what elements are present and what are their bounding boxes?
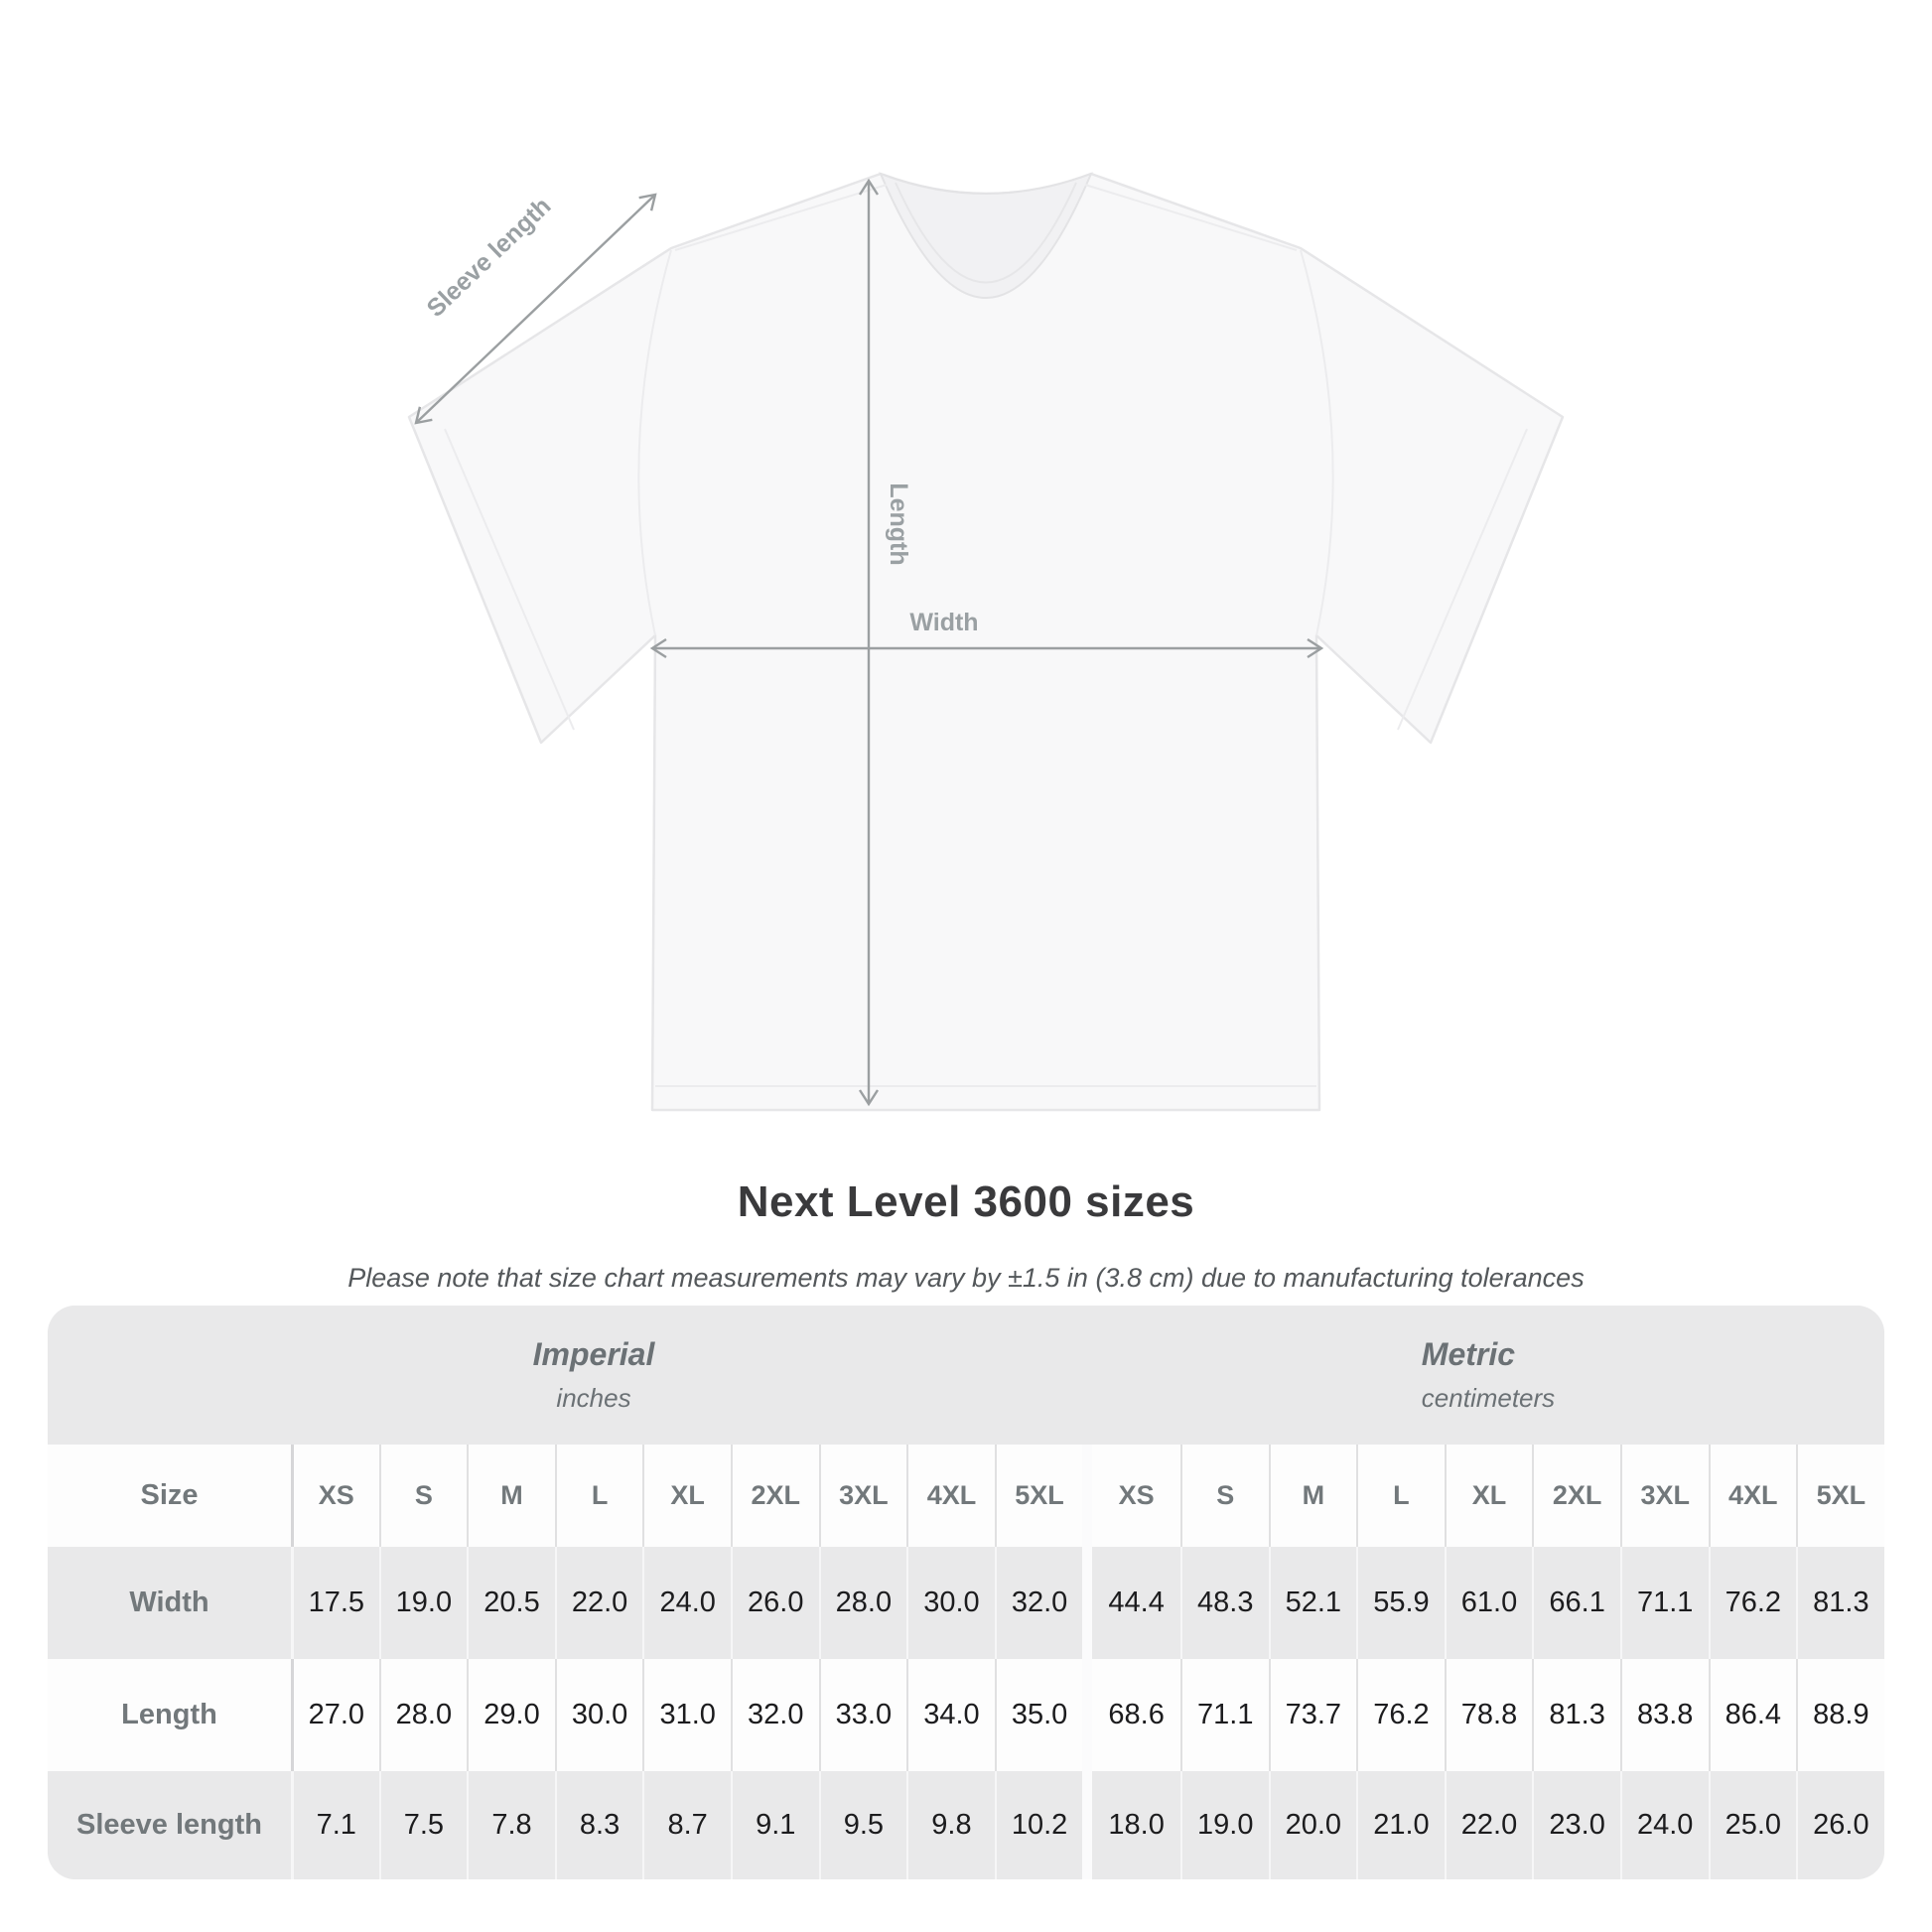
width-metric-1: 48.3 <box>1180 1547 1269 1659</box>
sleeve-length-metric-0: 18.0 <box>1108 1809 1165 1841</box>
size-header-imperial-1: S <box>379 1445 468 1547</box>
sleeve-length-metric-4: 22.0 <box>1445 1771 1533 1879</box>
imperial-unit-label: inches <box>556 1383 631 1413</box>
length-metric-4: 78.8 <box>1445 1659 1533 1771</box>
sleeve-length-row <box>48 1771 1884 1879</box>
size-header-metric-7: 4XL <box>1709 1445 1797 1547</box>
length-imperial-1: 28.0 <box>379 1659 468 1771</box>
width-imperial-7: 30.0 <box>906 1547 995 1659</box>
size-header-metric-0: XS <box>1118 1480 1155 1510</box>
sleeve-length-metric-1: 19.0 <box>1180 1771 1269 1879</box>
group-spacer <box>1082 1445 1092 1547</box>
size-header-metric-8: 5XL <box>1796 1445 1884 1547</box>
length-metric-1: 71.1 <box>1180 1659 1269 1771</box>
sleeve-length-imperial-4: 8.7 <box>642 1771 731 1879</box>
length-row <box>48 1659 1884 1771</box>
length-metric-6: 83.8 <box>1620 1659 1709 1771</box>
length-imperial-6: 33.0 <box>819 1659 907 1771</box>
length-imperial-5: 32.0 <box>731 1659 819 1771</box>
width-metric-5: 66.1 <box>1532 1547 1620 1659</box>
width-label: Width <box>129 1587 209 1618</box>
sleeve-length-label: Sleeve length <box>76 1809 262 1841</box>
sleeve-length-imperial-6: 9.5 <box>819 1771 907 1879</box>
width-imperial-8: 32.0 <box>995 1547 1083 1659</box>
imperial-header <box>48 1306 1082 1445</box>
sleeve-length-metric-3: 21.0 <box>1356 1771 1445 1879</box>
group-spacer <box>1082 1771 1092 1879</box>
size-header-imperial-5: 2XL <box>731 1445 819 1547</box>
sleeve-length-metric-6: 24.0 <box>1620 1771 1709 1879</box>
size-header-label: Size <box>140 1479 199 1511</box>
size-header-metric-1: S <box>1180 1445 1269 1547</box>
metric-label: Metric <box>1421 1336 1516 1372</box>
sleeve-length-metric-2: 20.0 <box>1269 1771 1357 1879</box>
length-imperial-3: 30.0 <box>555 1659 643 1771</box>
size-header-metric-5: 2XL <box>1532 1445 1620 1547</box>
sleeve-length-metric-7: 25.0 <box>1709 1771 1797 1879</box>
size-header-imperial-6: 3XL <box>819 1445 907 1547</box>
unit-header-row <box>48 1306 1884 1445</box>
sleeve-length-imperial-3: 8.3 <box>555 1771 643 1879</box>
width-imperial-3: 22.0 <box>555 1547 643 1659</box>
width-metric-7: 76.2 <box>1709 1547 1797 1659</box>
sleeve-length-imperial-7: 9.8 <box>906 1771 995 1879</box>
sleeve-length-imperial-0: 7.1 <box>291 1771 379 1879</box>
width-imperial-1: 19.0 <box>379 1547 468 1659</box>
length-label: Length <box>121 1699 217 1730</box>
width-imperial-2: 20.5 <box>467 1547 555 1659</box>
tolerance-note: Please note that size chart measurements may vary by ±1.5 in (3.8 cm) due to manufacturing tolerances <box>347 1263 1585 1293</box>
tshirt-shape <box>409 174 1563 1110</box>
sleeve-length-imperial-5: 9.1 <box>731 1771 819 1879</box>
size-header-metric-2: M <box>1269 1445 1357 1547</box>
length-imperial-2: 29.0 <box>467 1659 555 1771</box>
width-row <box>48 1547 1884 1659</box>
length-metric-8: 88.9 <box>1796 1659 1884 1771</box>
width-imperial-0: 17.5 <box>291 1547 379 1659</box>
size-header-imperial-4: XL <box>642 1445 731 1547</box>
length-label: Length <box>885 483 912 566</box>
width-imperial-4: 24.0 <box>642 1547 731 1659</box>
length-imperial-7: 34.0 <box>906 1659 995 1771</box>
length-metric-0: 68.6 <box>1108 1699 1165 1730</box>
width-imperial-5: 26.0 <box>731 1547 819 1659</box>
length-metric-2: 73.7 <box>1269 1659 1357 1771</box>
size-header-imperial-0: XS <box>291 1445 379 1547</box>
table-body <box>48 1445 1884 1879</box>
width-metric-8: 81.3 <box>1796 1547 1884 1659</box>
size-header-metric-3: L <box>1356 1445 1445 1547</box>
size-header-imperial-2: M <box>467 1445 555 1547</box>
length-metric-5: 81.3 <box>1532 1659 1620 1771</box>
width-metric-0: 44.4 <box>1108 1587 1165 1618</box>
metric-unit-label: centimeters <box>1421 1383 1556 1413</box>
width-metric-6: 71.1 <box>1620 1547 1709 1659</box>
metric-header <box>1092 1306 1884 1445</box>
length-metric-7: 86.4 <box>1709 1659 1797 1771</box>
size-header-imperial-8: 5XL <box>995 1445 1083 1547</box>
width-metric-4: 61.0 <box>1445 1547 1533 1659</box>
length-metric-3: 76.2 <box>1356 1659 1445 1771</box>
size-header-row <box>48 1445 1884 1547</box>
size-header-metric-4: XL <box>1445 1445 1533 1547</box>
sleeve-length-metric-8: 26.0 <box>1796 1771 1884 1879</box>
sleeve-length-imperial-8: 10.2 <box>995 1771 1083 1879</box>
width-metric-3: 55.9 <box>1356 1547 1445 1659</box>
width-metric-2: 52.1 <box>1269 1547 1357 1659</box>
group-spacer <box>1082 1659 1092 1771</box>
size-header-metric-6: 3XL <box>1620 1445 1709 1547</box>
size-table <box>48 1306 1884 1879</box>
sleeve-length-label: Sleeve length <box>421 192 557 324</box>
sleeve-length-imperial-1: 7.5 <box>379 1771 468 1879</box>
width-imperial-6: 28.0 <box>819 1547 907 1659</box>
group-spacer <box>1082 1547 1092 1659</box>
unit-header-gap <box>1082 1306 1092 1445</box>
length-imperial-4: 31.0 <box>642 1659 731 1771</box>
sleeve-length-metric-5: 23.0 <box>1532 1771 1620 1879</box>
length-imperial-8: 35.0 <box>995 1659 1083 1771</box>
sleeve-length-imperial-2: 7.8 <box>467 1771 555 1879</box>
length-imperial-0: 27.0 <box>291 1659 379 1771</box>
size-header-imperial-3: L <box>555 1445 643 1547</box>
width-label: Width <box>909 609 979 636</box>
size-header-imperial-7: 4XL <box>906 1445 995 1547</box>
page-title: Next Level 3600 sizes <box>737 1177 1195 1226</box>
imperial-label: Imperial <box>532 1336 655 1372</box>
